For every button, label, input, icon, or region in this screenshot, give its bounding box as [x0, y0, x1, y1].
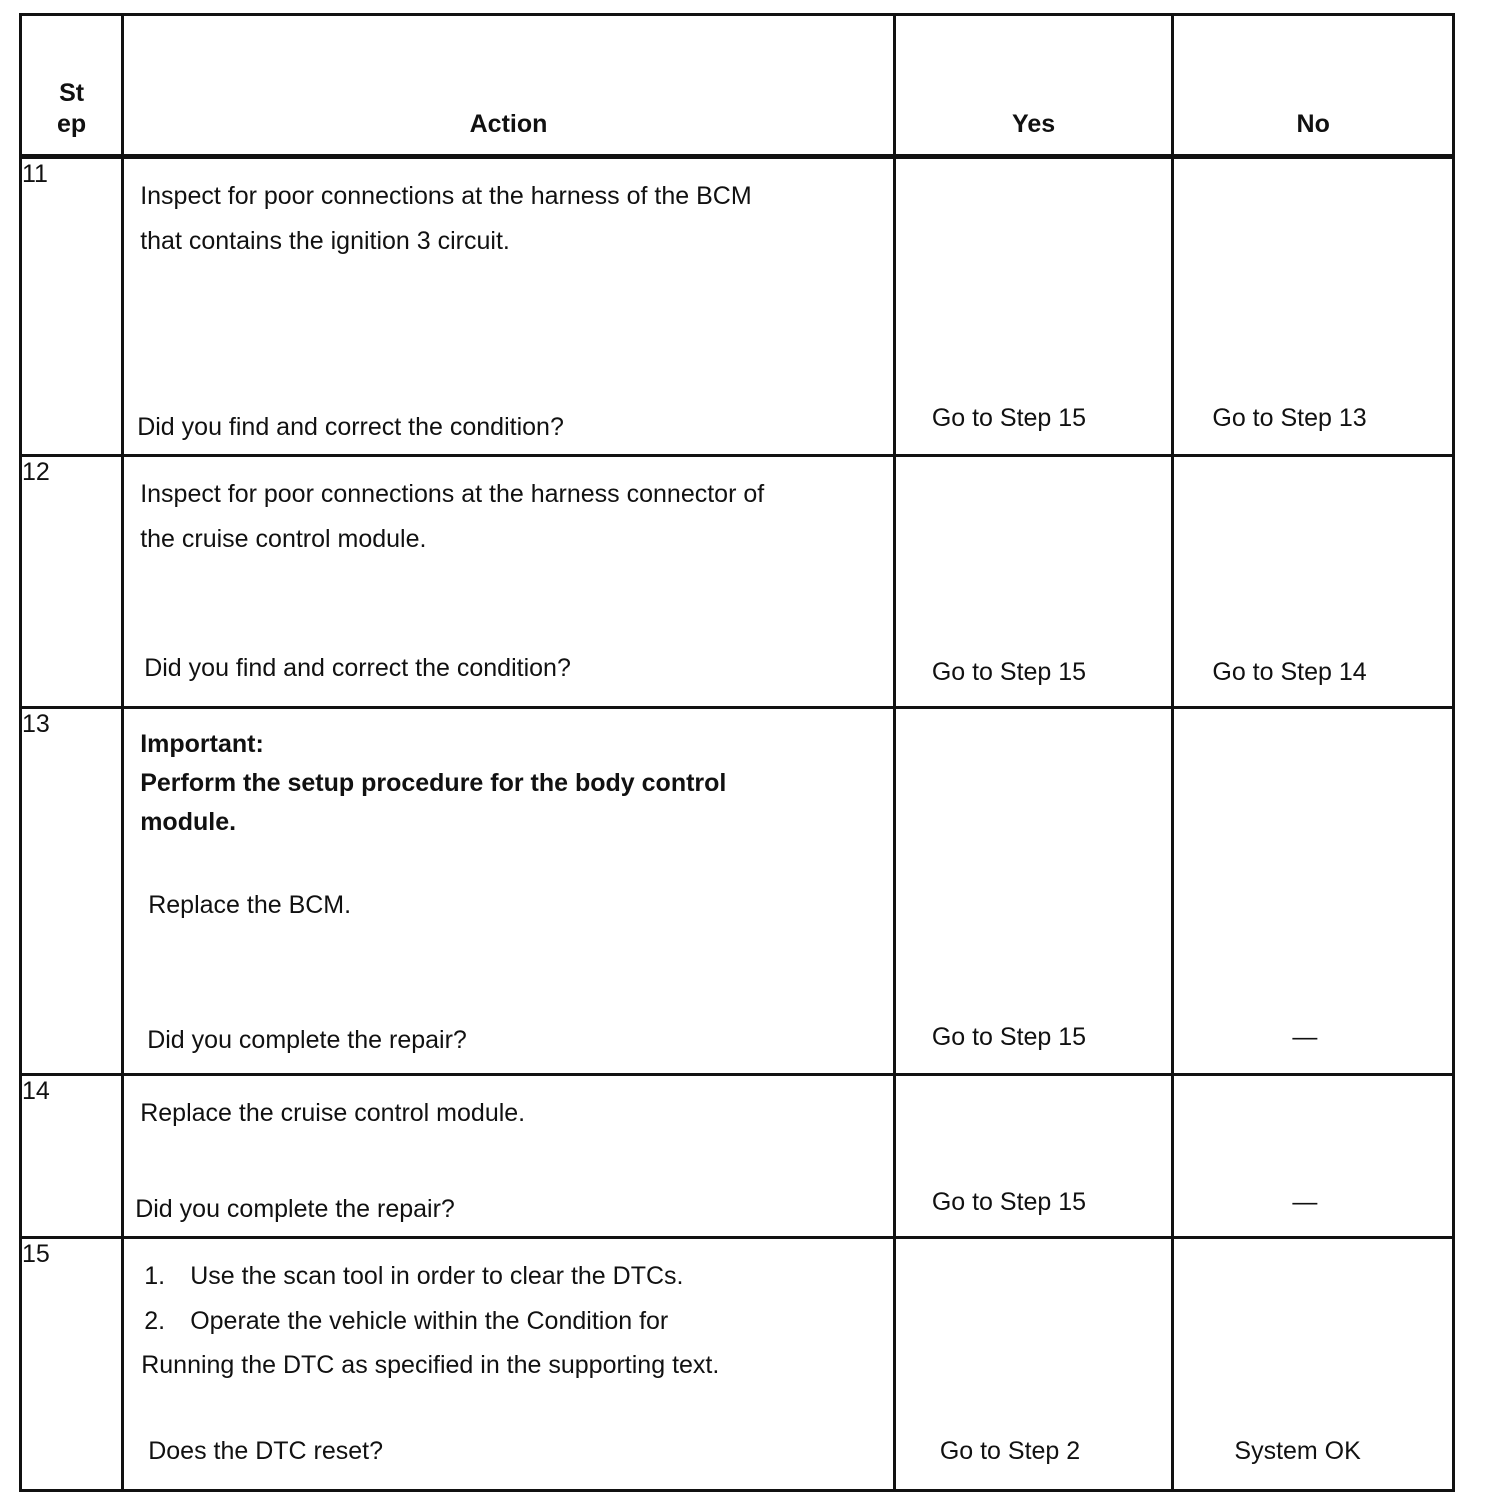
no-result: Go to Step 14	[1212, 658, 1367, 686]
no-result: System OK	[1234, 1437, 1361, 1465]
table-row-step-13	[21, 708, 1454, 1075]
action-line: that contains the ignition 3 circuit.	[140, 227, 510, 255]
yes-result: Go to Step 15	[931, 404, 1087, 432]
list-text: Use the scan tool in order to clear the DTCs.	[190, 1262, 684, 1290]
action-line: the cruise control module.	[140, 525, 427, 553]
yes-result: Go to Step 15	[931, 1188, 1087, 1216]
header-step-line1: St	[59, 78, 85, 107]
no-result: —	[1292, 1188, 1318, 1216]
yes-cell	[894, 456, 1173, 708]
yes-result: Go to Step 15	[931, 658, 1087, 686]
no-result: —	[1292, 1023, 1318, 1051]
question-text: Did you find and correct the condition?	[144, 654, 571, 682]
header-step	[21, 15, 123, 157]
table-row-step-11	[21, 157, 1454, 456]
step-number: 11	[21, 157, 123, 456]
no-result: Go to Step 13	[1212, 404, 1367, 432]
action-line: Replace the cruise control module.	[140, 1099, 526, 1127]
yes-cell	[894, 1238, 1173, 1491]
list-item	[144, 1261, 683, 1292]
action-cell	[123, 456, 895, 708]
action-line: Inspect for poor connections at the harness of the BCM	[140, 182, 752, 210]
action-cell	[123, 1075, 895, 1238]
step-number: 15	[21, 1238, 123, 1491]
important-line: Perform the setup procedure for the body control	[140, 769, 727, 797]
action-line: Replace the BCM.	[148, 891, 352, 919]
no-cell	[1173, 1238, 1454, 1491]
diagnostic-table	[19, 13, 1455, 1492]
header-row	[21, 15, 1454, 157]
table-row-step-15	[21, 1238, 1454, 1491]
important-line: module.	[140, 808, 237, 836]
step-number: 13	[21, 708, 123, 1075]
header-yes: Yes	[894, 15, 1173, 157]
no-cell	[1173, 157, 1454, 456]
question-text: Did you find and correct the condition?	[137, 413, 564, 441]
list-continuation: Running the DTC as specified in the supporting text.	[141, 1351, 720, 1379]
action-cell	[123, 157, 895, 456]
diagnostic-table-container	[19, 13, 1455, 1489]
yes-cell	[894, 157, 1173, 456]
yes-cell	[894, 708, 1173, 1075]
yes-result: Go to Step 15	[931, 1023, 1087, 1051]
header-step-line2: ep	[57, 109, 87, 138]
no-cell	[1173, 456, 1454, 708]
table-row-step-12	[21, 456, 1454, 708]
list-number: 2.	[144, 1307, 166, 1335]
list-number: 1.	[144, 1262, 166, 1290]
header-no: No	[1173, 15, 1454, 157]
table-row-step-14	[21, 1075, 1454, 1238]
question-text: Did you complete the repair?	[135, 1195, 455, 1223]
yes-result: Go to Step 2	[939, 1437, 1081, 1465]
action-cell	[123, 1238, 895, 1491]
no-cell	[1173, 708, 1454, 1075]
question-text: Did you complete the repair?	[147, 1026, 467, 1054]
list-text: Operate the vehicle within the Condition for	[190, 1307, 669, 1335]
list-item	[144, 1306, 668, 1337]
header-action: Action	[123, 15, 895, 157]
important-label: Important:	[140, 730, 264, 758]
action-line: Inspect for poor connections at the harness connector of	[140, 480, 765, 508]
yes-cell	[894, 1075, 1173, 1238]
no-cell	[1173, 1075, 1454, 1238]
step-number: 14	[21, 1075, 123, 1238]
action-cell	[123, 708, 895, 1075]
question-text: Does the DTC reset?	[148, 1437, 384, 1465]
step-number: 12	[21, 456, 123, 708]
